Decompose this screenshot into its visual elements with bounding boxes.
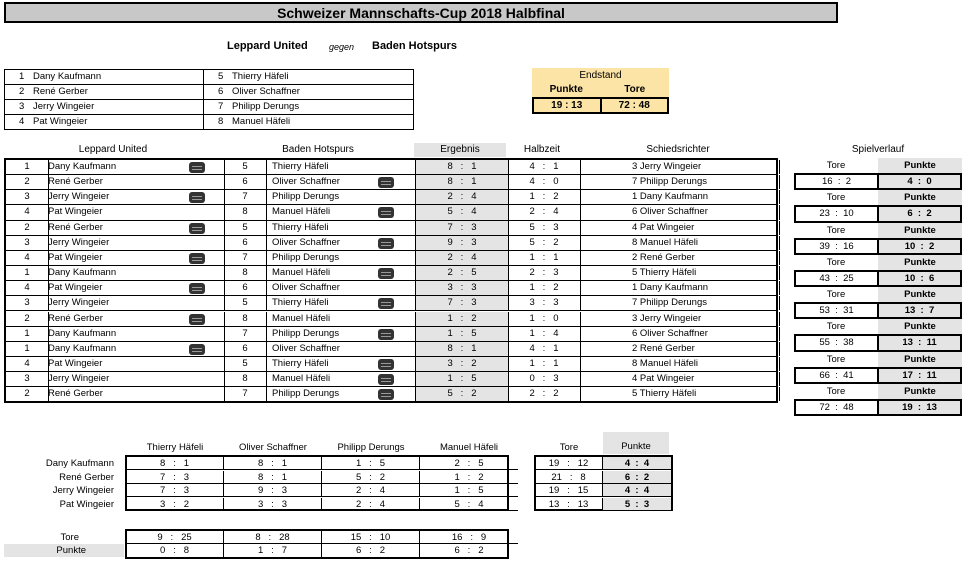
matrix-punkte-header: Punkte [603, 432, 669, 454]
spielverlauf-row [794, 367, 962, 384]
header-spielverlauf: Spielverlauf [851, 144, 905, 155]
game-referee: 2 René Gerber [580, 342, 780, 356]
matrix-total-tore: 9 : 25 [126, 531, 224, 544]
spielverlauf-labels [794, 190, 962, 205]
matrix-row-name: René Gerber [59, 471, 114, 483]
lineup-table [4, 69, 414, 130]
sv-tore: 53 : 31 [796, 304, 879, 317]
game-referee: 3 Jerry Wingeier [580, 312, 780, 326]
endstand-punkte: 19 : 13 [534, 99, 602, 112]
game-halftime: 3 : 3 [508, 296, 581, 310]
spielverlauf-table [794, 158, 962, 416]
game-row [6, 160, 776, 175]
game-home-player: Dany Kaufmann [48, 160, 225, 174]
spielverlauf-row [794, 173, 962, 190]
game-row [6, 205, 776, 220]
matrix-cell: 1 : 2 [420, 471, 518, 484]
game-row [6, 221, 776, 236]
sv-punkte: 10 : 2 [879, 240, 960, 253]
matrix-cell: 1 : 5 [420, 484, 518, 497]
game-away-player: Philipp Derungs [264, 190, 416, 204]
game-away-player: Manuel Häfeli [264, 312, 416, 326]
game-row [6, 236, 776, 251]
game-home-player: Dany Kaufmann [48, 327, 225, 341]
game-halftime: 1 : 0 [508, 312, 581, 326]
matrix-col-header: Philipp Derungs [337, 442, 405, 453]
spielverlauf-row [794, 270, 962, 287]
game-row [6, 372, 776, 387]
game-result: 3 : 2 [416, 357, 509, 371]
sv-tore: 16 : 2 [796, 175, 879, 188]
sv-tore-label: Tore [826, 256, 846, 268]
matrix-tore-header: Tore [559, 442, 579, 453]
spielverlauf-labels [794, 287, 962, 302]
matrix-total-tore: 16 : 9 [420, 531, 518, 544]
header-halbzeit: Halbzeit [523, 144, 561, 155]
game-home-player: René Gerber [48, 312, 225, 326]
sv-punkte-label: Punkte [878, 223, 962, 238]
matrix-cell: 8 : 1 [126, 457, 224, 470]
game-result: 5 : 2 [416, 387, 509, 401]
game-referee: 5 Thierry Häfeli [580, 266, 780, 280]
game-home-number: 3 [6, 372, 49, 386]
game-home-player: Pat Wingeier [48, 251, 225, 265]
accordion-icon [189, 192, 205, 203]
game-home-number: 2 [6, 312, 49, 326]
game-row [6, 312, 776, 327]
sv-punkte-label: Punkte [878, 190, 962, 205]
game-home-player: Jerry Wingeier [48, 236, 225, 250]
versus-label: gegen [329, 42, 355, 52]
endstand-box [532, 68, 669, 114]
away-player-name: Oliver Schaffner [232, 85, 414, 100]
game-referee: 6 Oliver Schaffner [580, 327, 780, 341]
matrix-row-tore: 19 : 15 [535, 484, 603, 497]
game-home-number: 2 [6, 175, 49, 189]
sv-tore: 55 : 38 [796, 336, 879, 349]
sv-punkte-label: Punkte [878, 158, 962, 173]
game-referee: 1 Dany Kaufmann [580, 281, 780, 295]
sv-tore: 66 : 41 [796, 369, 879, 382]
sv-punkte-label: Punkte [878, 352, 962, 367]
matrix-row-tore: 19 : 12 [535, 457, 603, 470]
accordion-icon [378, 207, 394, 218]
game-row [6, 251, 776, 266]
game-home-number: 1 [6, 342, 49, 356]
game-home-player: Pat Wingeier [48, 281, 225, 295]
spielverlauf-labels [794, 223, 962, 238]
game-away-number: 6 [224, 236, 267, 250]
game-home-number: 4 [6, 281, 49, 295]
game-halftime: 1 : 1 [508, 251, 581, 265]
game-away-player: Manuel Häfeli [264, 205, 416, 219]
game-home-player: René Gerber [48, 175, 225, 189]
sv-punkte: 13 : 11 [879, 336, 960, 349]
spielverlauf-labels [794, 384, 962, 399]
matrix-cell: 7 : 3 [126, 471, 224, 484]
game-away-player: Oliver Schaffner [264, 236, 416, 250]
home-player-number: 3 [5, 100, 34, 115]
game-home-player: Jerry Wingeier [48, 372, 225, 386]
game-away-player: Oliver Schaffner [264, 281, 416, 295]
game-away-player: Oliver Schaffner [264, 342, 416, 356]
accordion-icon [378, 389, 394, 400]
game-referee: 7 Philipp Derungs [580, 296, 780, 310]
away-player-name: Manuel Häfeli [232, 115, 414, 130]
accordion-icon [189, 223, 205, 234]
matrix-row-name: Pat Wingeier [59, 498, 114, 510]
matrix-total-punkte: 0 : 8 [126, 544, 224, 557]
accordion-icon [189, 344, 205, 355]
game-result: 8 : 1 [416, 175, 509, 189]
matrix-cell: 3 : 2 [126, 498, 224, 511]
game-home-player: Jerry Wingeier [48, 190, 225, 204]
matrix-col-header: Manuel Häfeli [439, 442, 499, 453]
game-away-number: 8 [224, 205, 267, 219]
header-schiedsrichter: Schiedsrichter [646, 144, 710, 155]
matrix-row-name: Dany Kaufmann [45, 458, 114, 469]
matrix-row-name: Jerry Wingeier [52, 485, 114, 496]
spielverlauf-row [794, 399, 962, 416]
home-player-number: 1 [5, 70, 34, 85]
matrix-col-header: Oliver Schaffner [239, 442, 307, 453]
game-home-number: 4 [6, 205, 49, 219]
game-home-number: 3 [6, 296, 49, 310]
game-result: 8 : 1 [416, 160, 509, 174]
away-player-number: 8 [204, 115, 233, 130]
game-halftime: 0 : 3 [508, 372, 581, 386]
game-halftime: 4 : 0 [508, 175, 581, 189]
matrix-row-punkte: 4 : 4 [603, 457, 671, 470]
game-away-number: 5 [224, 296, 267, 310]
matrix-cell: 5 : 4 [420, 498, 518, 511]
game-referee: 7 Philipp Derungs [580, 175, 780, 189]
game-away-number: 7 [224, 190, 267, 204]
matrix-cell: 1 : 5 [322, 457, 420, 470]
game-away-player: Thierry Häfeli [264, 221, 416, 235]
game-referee: 8 Manuel Häfeli [580, 357, 780, 371]
matrix-row-punkte: 4 : 4 [603, 484, 671, 497]
away-player-number: 7 [204, 100, 233, 115]
game-row [6, 327, 776, 342]
game-home-number: 3 [6, 190, 49, 204]
game-home-player: Pat Wingeier [48, 357, 225, 371]
game-away-player: Philipp Derungs [264, 387, 416, 401]
away-player-name: Thierry Häfeli [232, 70, 414, 85]
game-away-player: Thierry Häfeli [264, 357, 416, 371]
matrix-row-punkte: 5 : 3 [603, 498, 671, 511]
header-away: Baden Hotspurs [282, 144, 354, 155]
spielverlauf-row [794, 334, 962, 351]
game-referee: 5 Thierry Häfeli [580, 387, 780, 401]
home-player-name: Jerry Wingeier [33, 100, 204, 115]
matrix-cell: 3 : 3 [224, 498, 322, 511]
game-away-number: 8 [224, 372, 267, 386]
endstand-punkte-label: Punkte [549, 84, 583, 95]
game-away-player: Philipp Derungs [264, 251, 416, 265]
sv-tore-label: Tore [826, 192, 846, 204]
game-home-player: Pat Wingeier [48, 205, 225, 219]
game-away-number: 7 [224, 251, 267, 265]
game-halftime: 2 : 3 [508, 266, 581, 280]
game-referee: 2 René Gerber [580, 251, 780, 265]
sv-tore: 39 : 16 [796, 240, 879, 253]
matrix-total-punkte: 6 : 2 [322, 544, 420, 557]
game-home-number: 2 [6, 221, 49, 235]
matrix-row-punkte: 6 : 2 [603, 471, 671, 484]
game-result: 7 : 3 [416, 221, 509, 235]
game-row [6, 266, 776, 281]
game-referee: 8 Manuel Häfeli [580, 236, 780, 250]
matrix-total-tore: 8 : 28 [224, 531, 322, 544]
sv-tore-label: Tore [826, 321, 846, 333]
sv-tore-label: Tore [826, 224, 846, 236]
accordion-icon [189, 283, 205, 294]
game-away-number: 8 [224, 312, 267, 326]
game-row [6, 281, 776, 296]
sv-punkte: 13 : 7 [879, 304, 960, 317]
game-home-number: 2 [6, 387, 49, 401]
game-home-player: Dany Kaufmann [48, 266, 225, 280]
game-halftime: 4 : 1 [508, 342, 581, 356]
matrix-cell: 9 : 3 [224, 484, 322, 497]
game-halftime: 4 : 1 [508, 160, 581, 174]
spielverlauf-row [794, 205, 962, 222]
game-referee: 6 Oliver Schaffner [580, 205, 780, 219]
game-halftime: 1 : 4 [508, 327, 581, 341]
game-home-number: 4 [6, 251, 49, 265]
endstand-tore: 72 : 48 [618, 100, 650, 111]
game-away-player: Manuel Häfeli [264, 266, 416, 280]
home-player-name: René Gerber [33, 85, 204, 100]
game-result: 5 : 4 [416, 205, 509, 219]
home-player-name: Pat Wingeier [33, 115, 204, 130]
spielverlauf-row [794, 302, 962, 319]
matrix-cell: 2 : 5 [420, 457, 518, 470]
away-player-name: Philipp Derungs [232, 100, 414, 115]
game-halftime: 2 : 2 [508, 387, 581, 401]
game-home-number: 3 [6, 236, 49, 250]
game-row [6, 387, 776, 402]
away-player-number: 5 [204, 70, 233, 85]
game-result: 2 : 5 [416, 266, 509, 280]
game-away-number: 5 [224, 357, 267, 371]
game-result: 8 : 1 [416, 342, 509, 356]
accordion-icon [189, 314, 205, 325]
accordion-icon [378, 177, 394, 188]
game-halftime: 1 : 2 [508, 190, 581, 204]
sv-punkte-label: Punkte [878, 384, 962, 399]
game-home-player: René Gerber [48, 387, 225, 401]
game-result: 1 : 5 [416, 327, 509, 341]
game-home-number: 1 [6, 160, 49, 174]
accordion-icon [378, 238, 394, 249]
accordion-icon [189, 253, 205, 264]
game-away-player: Philipp Derungs [264, 327, 416, 341]
away-team-name: Baden Hotspurs [372, 40, 457, 52]
sv-punkte-label: Punkte [878, 255, 962, 270]
game-row [6, 190, 776, 205]
game-referee: 1 Dany Kaufmann [580, 190, 780, 204]
lineup-row [5, 100, 414, 115]
game-away-number: 6 [224, 342, 267, 356]
game-referee: 4 Pat Wingeier [580, 221, 780, 235]
away-player-number: 6 [204, 85, 233, 100]
home-team-name: Leppard United [227, 40, 308, 52]
sv-punkte: 4 : 0 [879, 175, 960, 188]
accordion-icon [378, 359, 394, 370]
matrix-cell: 2 : 4 [322, 498, 420, 511]
sv-tore-label: Tore [826, 353, 846, 365]
matrix-total-punkte: 6 : 2 [454, 545, 484, 556]
game-away-player: Thierry Häfeli [264, 160, 416, 174]
home-player-number: 4 [5, 115, 34, 130]
matrix-totals-tore-label: Tore [60, 532, 79, 543]
game-referee: 4 Pat Wingeier [580, 372, 780, 386]
matrix-row-tore: 13 : 13 [535, 498, 603, 511]
sv-tore-label: Tore [826, 289, 846, 301]
game-away-player: Thierry Häfeli [264, 296, 416, 310]
game-row [6, 296, 776, 311]
games-table [4, 158, 778, 403]
game-home-player: Dany Kaufmann [48, 342, 225, 356]
game-home-number: 1 [6, 266, 49, 280]
lineup-row [5, 70, 414, 85]
game-halftime: 1 : 2 [508, 281, 581, 295]
game-halftime: 2 : 4 [508, 205, 581, 219]
sv-punkte-label: Punkte [878, 287, 962, 302]
spielverlauf-labels [794, 319, 962, 334]
sv-punkte-label: Punkte [878, 319, 962, 334]
game-halftime: 1 : 1 [508, 357, 581, 371]
sv-punkte: 6 : 2 [879, 207, 960, 220]
matrix-total-tore: 15 : 10 [322, 531, 420, 544]
endstand-label: Endstand [579, 70, 622, 81]
game-home-number: 1 [6, 327, 49, 341]
game-referee: 3 Jerry Wingeier [580, 160, 780, 174]
page-title: Schweizer Mannschafts-Cup 2018 Halbfinal [4, 2, 838, 23]
sv-tore-label: Tore [826, 160, 846, 171]
header-ergebnis: Ergebnis [414, 143, 506, 157]
game-result: 3 : 3 [416, 281, 509, 295]
game-row [6, 357, 776, 372]
game-home-number: 4 [6, 357, 49, 371]
matrix-total-punkte: 1 : 7 [224, 544, 322, 557]
game-result: 1 : 5 [416, 372, 509, 386]
sv-tore: 23 : 10 [796, 207, 879, 220]
matrix-cell: 8 : 1 [224, 457, 322, 470]
game-result: 9 : 3 [416, 236, 509, 250]
game-away-number: 7 [224, 327, 267, 341]
game-result: 7 : 3 [416, 296, 509, 310]
sv-punkte: 10 : 6 [879, 272, 960, 285]
home-player-name: Dany Kaufmann [33, 70, 204, 85]
game-halftime: 5 : 3 [508, 221, 581, 235]
accordion-icon [189, 162, 205, 173]
game-result: 2 : 4 [416, 251, 509, 265]
accordion-icon [378, 329, 394, 340]
matrix-cell: 2 : 4 [322, 484, 420, 497]
game-away-player: Manuel Häfeli [264, 372, 416, 386]
accordion-icon [378, 374, 394, 385]
matrix-col-header: Thierry Häfeli [146, 442, 204, 453]
header-home: Leppard United [78, 144, 148, 155]
accordion-icon [378, 298, 394, 309]
spielverlauf-labels [794, 255, 962, 270]
sv-tore: 72 : 48 [796, 401, 879, 414]
sv-punkte: 17 : 11 [879, 369, 960, 382]
sv-tore: 43 : 25 [796, 272, 879, 285]
matrix-totals-punkte-label: Punkte [4, 544, 124, 557]
game-away-number: 5 [224, 160, 267, 174]
lineup-row [5, 85, 414, 100]
game-result: 2 : 4 [416, 190, 509, 204]
game-row [6, 175, 776, 190]
matrix-cell: 5 : 2 [322, 471, 420, 484]
accordion-icon [378, 268, 394, 279]
sv-punkte: 19 : 13 [879, 401, 960, 414]
matrix-row-tore: 21 : 8 [535, 471, 603, 484]
matrix-cell: 8 : 1 [224, 471, 322, 484]
matrix-cell: 7 : 3 [126, 484, 224, 497]
game-away-number: 7 [224, 387, 267, 401]
spielverlauf-labels [794, 158, 962, 173]
game-away-number: 6 [224, 281, 267, 295]
sv-tore-label: Tore [826, 386, 846, 398]
game-away-number: 5 [224, 221, 267, 235]
game-row [6, 342, 776, 357]
game-away-number: 8 [224, 266, 267, 280]
spielverlauf-labels [794, 352, 962, 367]
game-away-number: 6 [224, 175, 267, 189]
game-halftime: 5 : 2 [508, 236, 581, 250]
game-away-player: Oliver Schaffner [264, 175, 416, 189]
lineup-row [5, 115, 414, 130]
home-player-number: 2 [5, 85, 34, 100]
game-home-player: René Gerber [48, 221, 225, 235]
game-result: 1 : 2 [416, 312, 509, 326]
endstand-tore-label: Tore [624, 84, 646, 95]
summary-matrix [4, 433, 669, 561]
spielverlauf-row [794, 238, 962, 255]
game-home-player: Jerry Wingeier [48, 296, 225, 310]
